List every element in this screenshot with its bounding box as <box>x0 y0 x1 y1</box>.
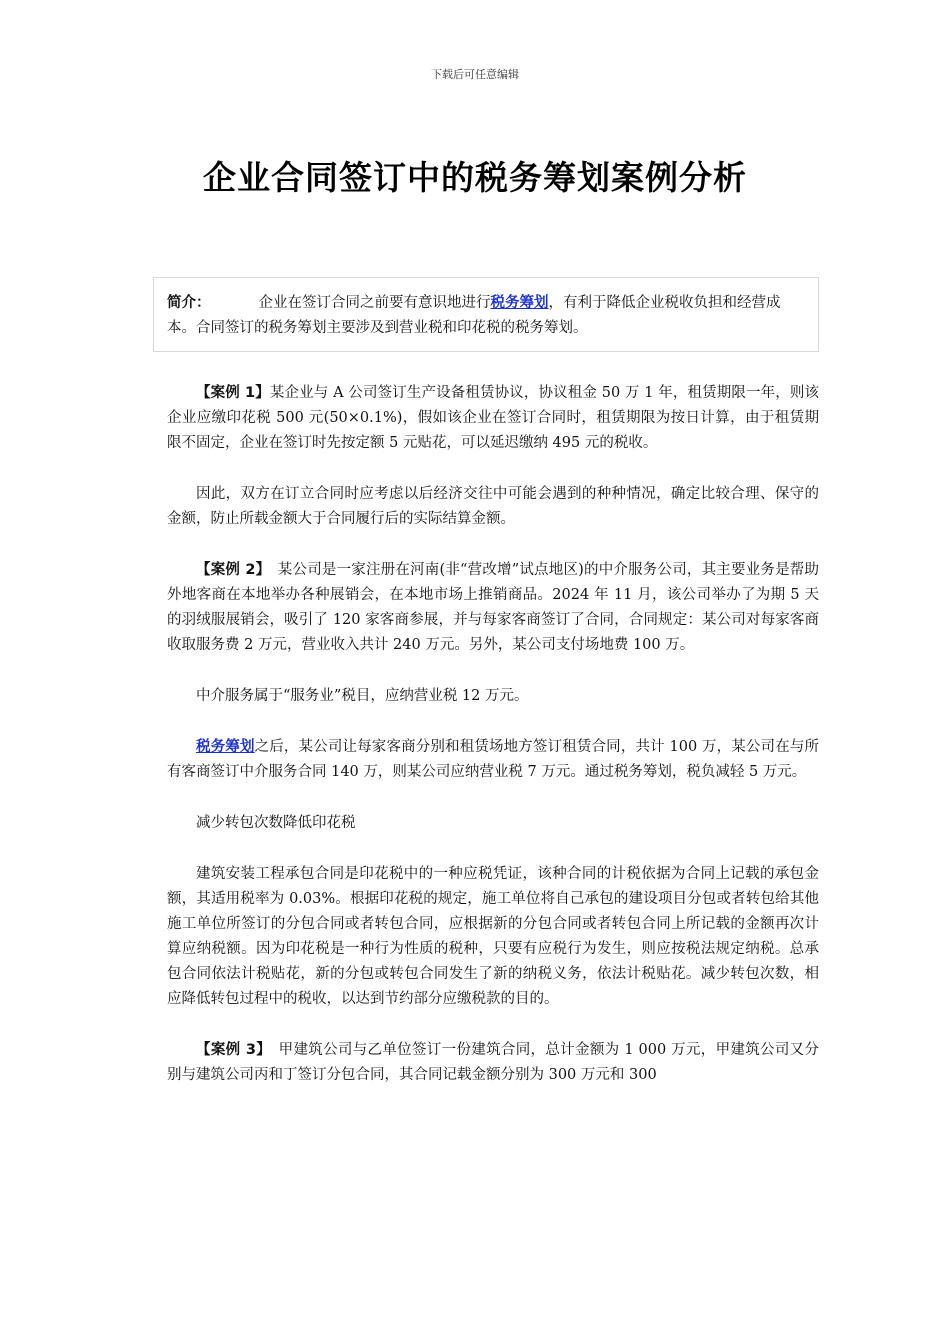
page-title: 企业合同签订中的税务筹划案例分析 <box>203 158 747 197</box>
service-tax-paragraph: 中介服务属于“服务业”税目，应纳营业税 12 万元。 <box>196 688 529 704</box>
case-2-label: 【案例 2】 <box>196 562 264 578</box>
tax-planning-link-2[interactable]: 税务筹划 <box>196 739 255 755</box>
case-2-text: 某公司是一家注册在河南(非“营改增”试点地区)的中介服务公司，其主要业务是帮助外地客商在本地举办各种展销会，在本地市场上推销商品。2024 年 11 月，该公司举办了为期 5 天的羽绒服展销会，吸引了 120 家客商参展，并与每家客商签订了合同，合同规定：某公司对每家客商收取服务费 2 万元，营业收入共计 240 万元。另外，某公司支付场地费 100 万。 <box>167 562 820 653</box>
case-1-paragraph <box>167 381 819 456</box>
conclusion-paragraph: 因此，双方在订立合同时应考虑以后经济交往中可能会遇到的种种情况，确定比较合理、保守的金额，防止所载金额大于合同履行后的实际结算金额。 <box>167 486 819 527</box>
case-1-text: 某企业与 A 公司签订生产设备租赁协议，协议租金 50 万 1 年，租赁期限一年，则该企业应缴印花税 500 元(50×0.1%)，假如该企业在签订合同时，租赁期限为按日计算，由于租赁期限不固定，企业在签订时先按定额 5 元贴花，可以延迟缴纳 495 元的税收。 <box>167 385 819 451</box>
subheading-paragraph: 减少转包次数降低印花税 <box>196 815 356 831</box>
summary-box <box>153 277 819 352</box>
summary-label: 简介： <box>167 295 211 311</box>
tax-planning-link[interactable]: 税务筹划 <box>490 295 549 311</box>
case-1-label: 【案例 1】 <box>196 385 270 401</box>
case-3-text: 甲建筑公司与乙单位签订一份建筑合同，总计金额为 1 000 万元，甲建筑公司又分别与建筑公司丙和丁签订分包合同，其合同记载金额分别为 300 万元和 300 <box>167 1042 820 1083</box>
summary-text-before: 企业在签订合同之前要有意识地进行 <box>258 295 491 311</box>
planning-result-paragraph <box>167 735 819 785</box>
stamp-duty-paragraph: 建筑安装工程承包合同是印花税中的一种应税凭证，该种合同的计税依据为合同上记载的承包金额，其适用税率为 0.03%。根据印花税的规定，施工单位将自己承包的建设项目分包或者转包给其他施工单位所签订的分包合同或者转包合同，应根据新的分包合同或者转包合同上所记载的金额再次计算应纳税额。因为印花税是一种行为性质的税种，只要有应税行为发生，则应按税法规定纳税。总承包合同依法计税贴花，新的分包或转包合同发生了新的纳税义务，依法计税贴花。减少转包次数，相应降低转包过程中的税收，以达到节约部分应缴税款的目的。 <box>167 866 819 1007</box>
summary-text-after: ，有利于降低企业税收负担和经营成本。合同签订的税务筹划主要涉及到营业税和印花税的税务筹划。 <box>167 295 781 336</box>
case-3-label: 【案例 3】 <box>196 1042 264 1058</box>
planning-result-text: 之后，某公司让每家客商分别和租赁场地方签订租赁合同，共计 100 万，某公司在与所有客商签订中介服务合同 140 万，则某公司应纳营业税 7 万元。通过税务筹划，税负减轻 5 万元。 <box>167 739 819 780</box>
header-note: 下载后可任意编辑 <box>431 68 519 81</box>
case-2-paragraph <box>167 558 819 658</box>
article-body <box>167 381 819 1088</box>
case-3-paragraph <box>167 1038 819 1088</box>
